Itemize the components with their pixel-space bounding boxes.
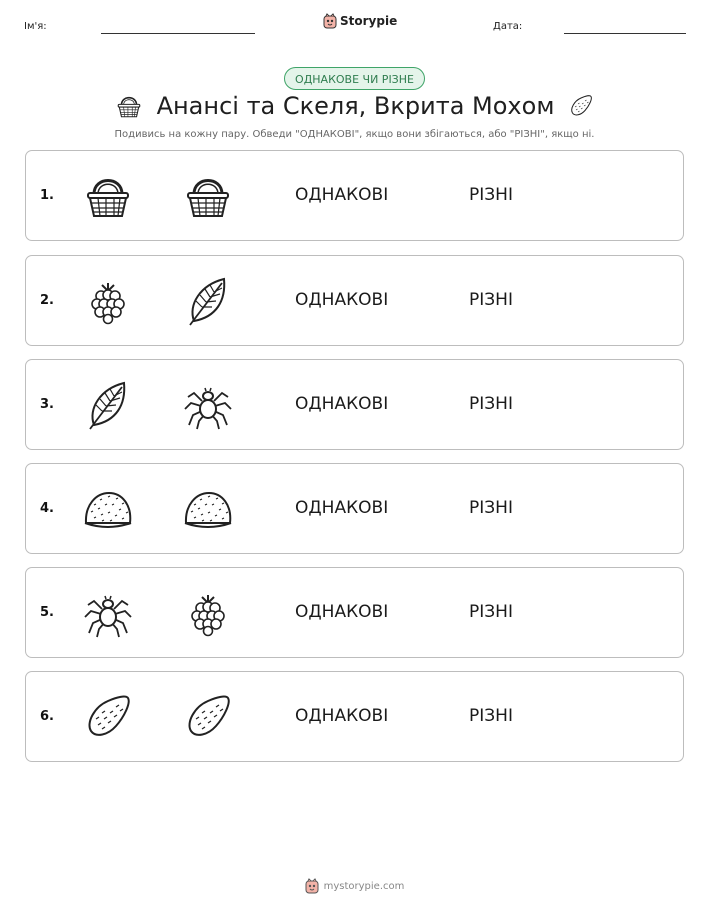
pair-row-5 bbox=[25, 567, 684, 658]
pair-row-2 bbox=[25, 255, 684, 346]
storypie-logo-icon bbox=[305, 878, 319, 894]
raspberry-icon bbox=[82, 275, 134, 327]
footer bbox=[0, 878, 709, 894]
yam-icon bbox=[82, 691, 134, 743]
row-number: 5. bbox=[40, 605, 54, 620]
brand-logo bbox=[323, 13, 397, 29]
pair-row-6 bbox=[25, 671, 684, 762]
basket-icon bbox=[182, 170, 234, 222]
name-label: Ім'я: bbox=[24, 21, 47, 32]
option-different[interactable]: РІЗНІ bbox=[469, 394, 513, 414]
option-same[interactable]: ОДНАКОВІ bbox=[295, 706, 389, 726]
date-label: Дата: bbox=[493, 21, 523, 32]
yam-icon bbox=[568, 93, 594, 119]
row-number: 2. bbox=[40, 293, 54, 308]
brand-name: Storypie bbox=[340, 14, 398, 28]
pair-row-1 bbox=[25, 150, 684, 241]
footer-url[interactable]: mystorypie.com bbox=[323, 880, 405, 892]
option-same[interactable]: ОДНАКОВІ bbox=[295, 185, 389, 205]
page-title: Анансі та Скеля, Вкрита Мохом bbox=[156, 92, 555, 120]
option-different[interactable]: РІЗНІ bbox=[469, 498, 513, 518]
pair-row-3 bbox=[25, 359, 684, 450]
option-different[interactable]: РІЗНІ bbox=[469, 185, 513, 205]
instructions: Подивись на кожну пару. Обведи "ОДНАКОВІ", якщо вони збігаються, або "РІЗНІ", якщо ні. bbox=[114, 129, 595, 140]
moss-rock-icon bbox=[82, 483, 134, 535]
option-same[interactable]: ОДНАКОВІ bbox=[295, 394, 389, 414]
option-same[interactable]: ОДНАКОВІ bbox=[295, 498, 389, 518]
option-different[interactable]: РІЗНІ bbox=[469, 602, 513, 622]
date-line[interactable] bbox=[564, 33, 686, 34]
option-different[interactable]: РІЗНІ bbox=[469, 706, 513, 726]
basket-icon bbox=[115, 92, 143, 120]
leaf-icon bbox=[182, 275, 234, 327]
raspberry-icon bbox=[182, 587, 234, 639]
option-same[interactable]: ОДНАКОВІ bbox=[295, 290, 389, 310]
worksheet-type-badge: ОДНАКОВЕ ЧИ РІЗНЕ bbox=[284, 67, 425, 90]
option-same[interactable]: ОДНАКОВІ bbox=[295, 602, 389, 622]
spider-icon bbox=[182, 379, 234, 431]
row-number: 4. bbox=[40, 501, 54, 516]
row-number: 6. bbox=[40, 709, 54, 724]
row-number: 1. bbox=[40, 188, 54, 203]
basket-icon bbox=[82, 170, 134, 222]
leaf-icon bbox=[82, 379, 134, 431]
pair-row-4 bbox=[25, 463, 684, 554]
moss-rock-icon bbox=[182, 483, 234, 535]
spider-icon bbox=[82, 587, 134, 639]
title-row bbox=[0, 92, 709, 120]
storypie-logo-icon bbox=[323, 13, 337, 29]
option-different[interactable]: РІЗНІ bbox=[469, 290, 513, 310]
row-number: 3. bbox=[40, 397, 54, 412]
name-line[interactable] bbox=[101, 33, 255, 34]
yam-icon bbox=[182, 691, 234, 743]
